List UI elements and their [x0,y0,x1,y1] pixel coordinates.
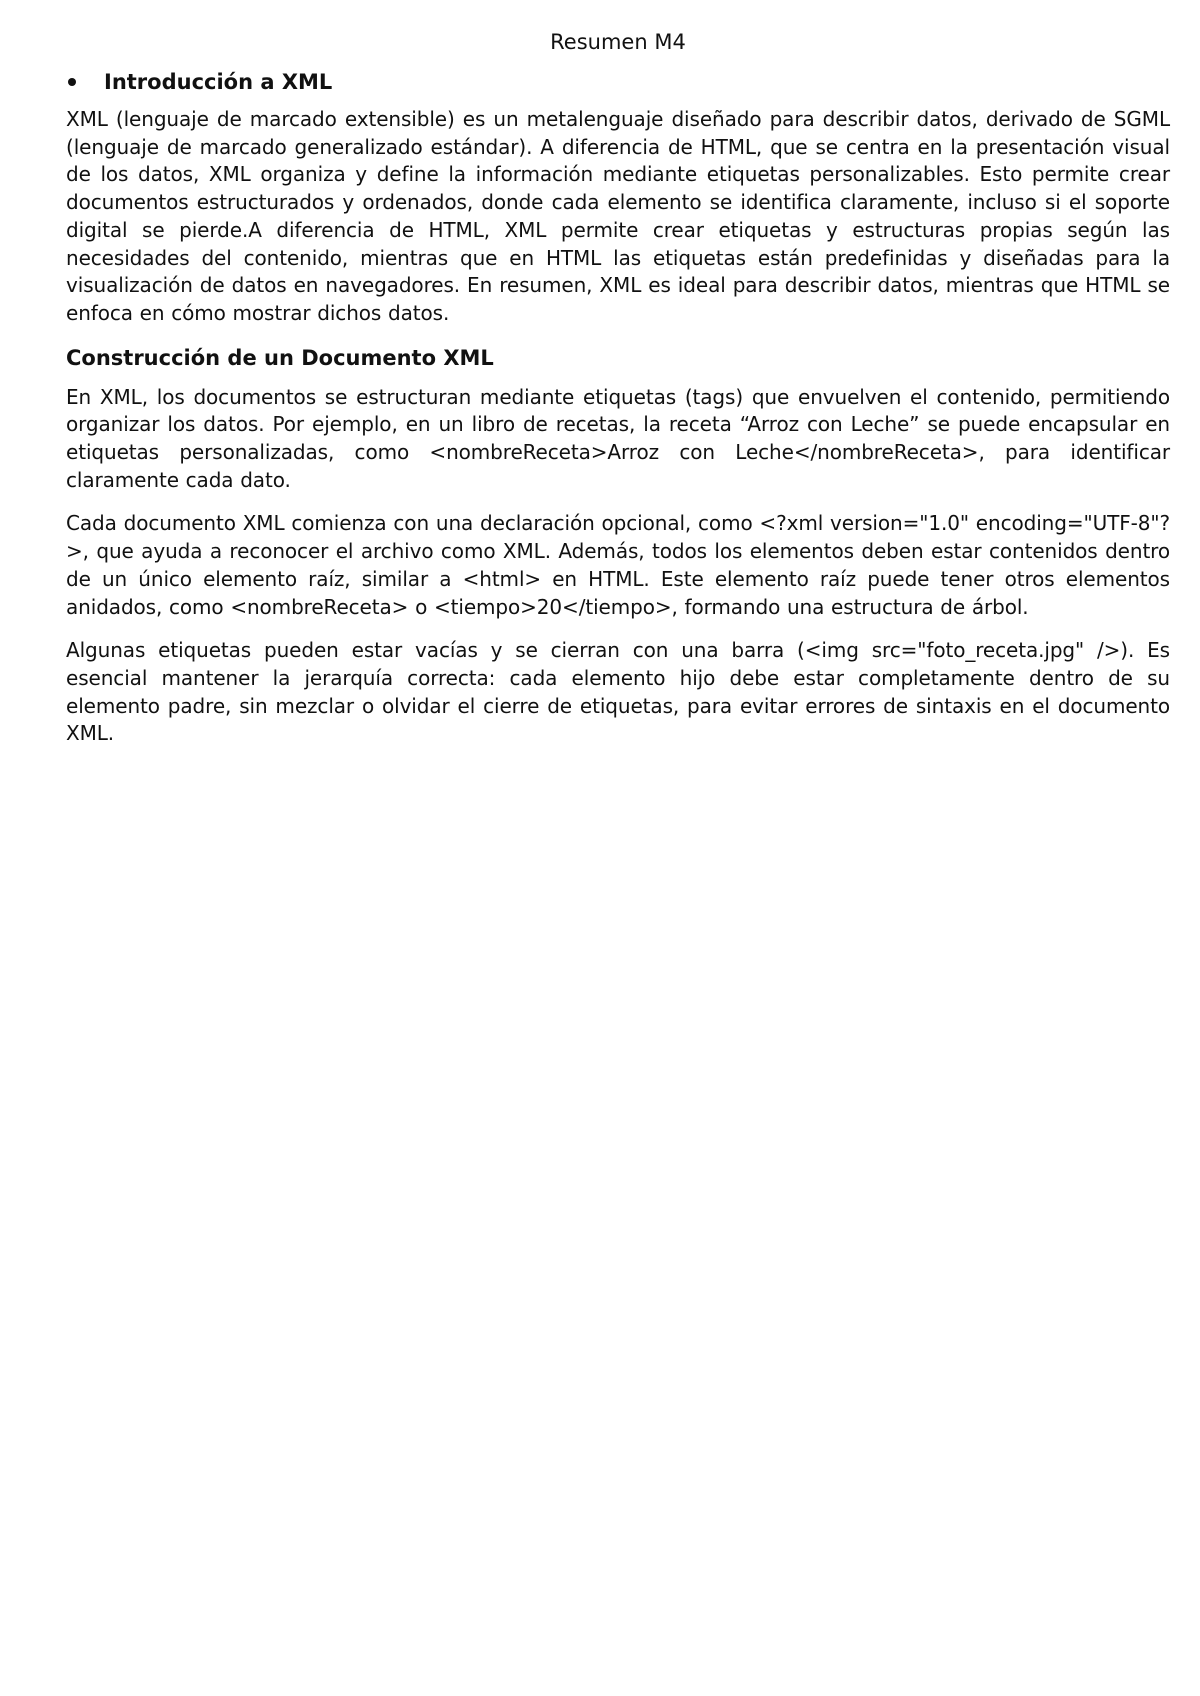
bullet-icon [68,78,76,86]
page-title: Resumen M4 [550,30,686,54]
intro-paragraph: XML (lenguaje de marcado extensible) es un metalenguaje diseñado para describir datos, derivado de SGML (lenguaje de marcado generalizado estándar). A diferencia de HTML, que se centra en la presentación visual de los datos, XML organiza y define la información mediante etiquetas personalizables. Esto permite crear documentos estructurados y ordenados, donde cada elemento se identifica claramente, incluso si el soporte digital se pierde.A diferencia de HTML, XML permite crear etiquetas y estructuras propias según las necesidades del contenido, mientras que en HTML las etiquetas están predefinidas y diseñadas para la visualización de datos en navegadores. En resumen, XML es ideal para describir datos, mientras que HTML se enfoca en cómo mostrar dichos datos. [66,107,1170,325]
construction-paragraph-2: Cada documento XML comienza con una declaración opcional, como <?xml version="1.0" encoding="UTF-8"?>, que ayuda a reconocer el archivo como XML. Además, todos los elementos deben estar contenidos dentro de un único elemento raíz, similar a <html> en HTML. Este elemento raíz puede tener otros elementos anidados, como <nombreReceta> o <tiempo>20</tiempo>, formando una estructura de árbol. [66,511,1170,619]
document-content [66,28,1170,764]
construction-paragraph-3: Algunas etiquetas pueden estar vacías y se cierran con una barra (<img src="foto_receta.jpg" />). Es esencial mantener la jerarquía correcta: cada elemento hijo debe estar completamente dentro de su elemento padre, sin mezclar o olvidar el cierre de etiquetas, para evitar errores de sintaxis en el documento XML. [66,638,1170,746]
section-heading-text: Introducción a XML [104,70,333,94]
section-heading-introduccion [66,68,1170,96]
section-heading-construccion: Construcción de un Documento XML [66,345,494,370]
construction-paragraph-1: En XML, los documentos se estructuran mediante etiquetas (tags) que envuelven el contenido, permitiendo organizar los datos. Por ejemplo, en un libro de recetas, la receta “Arroz con Leche” se puede encapsular en etiquetas personalizadas, como <nombreReceta>Arroz con Leche</nombreReceta>, para identificar claramente cada dato. [66,384,1170,492]
